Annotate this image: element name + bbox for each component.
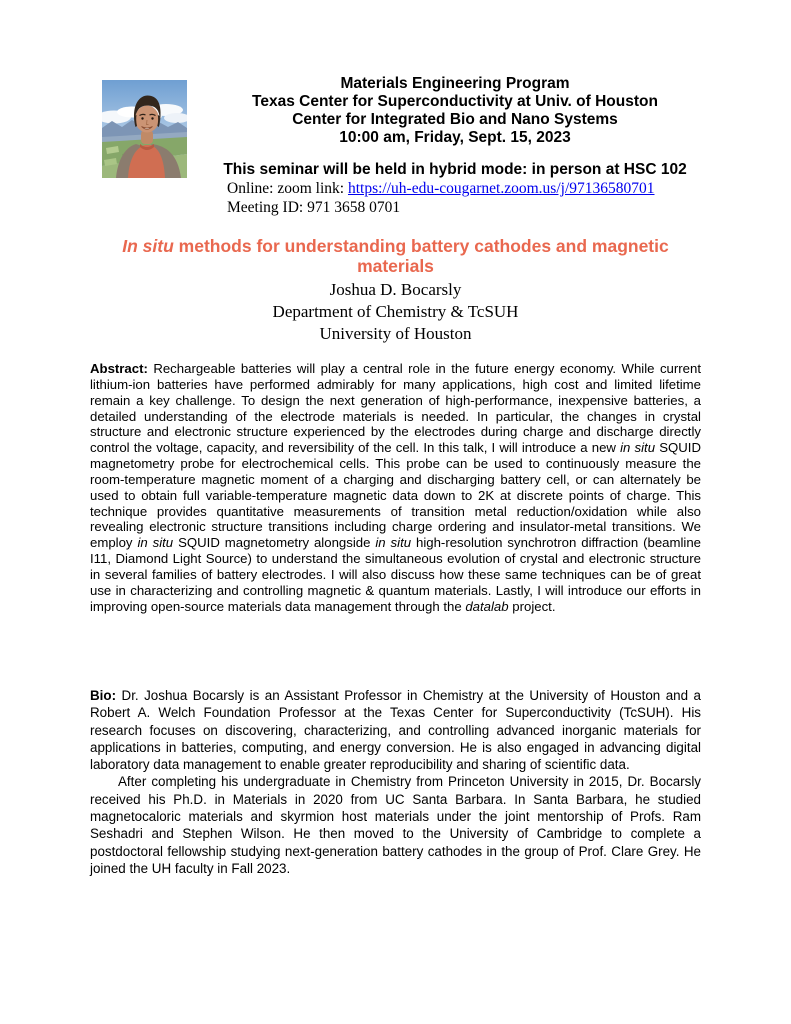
abstract-paragraph: Abstract: Rechargeable batteries will play a central role in the future energy economy. While current lithium-ion batteries have performed admirably for many applications, high cost and limited lifetime remain a key challenge. To design the next generation of high-performance, inexpensive batteries, a detailed understanding of the electrode materials is needed. In particular, the changes in crystal structure and electronic structure experienced by the electrodes during charge and discharge directly control the voltage, capacity, and reversibility of the cell. In this talk, I will introduce a new in situ SQUID magnetometry probe for electrochemical cells. This probe can be used to continuously measure the room-temperature magnetic moment of a charging and discharging battery cell, or can alternately be used to obtain full variable-temperature magnetic data down to 2K at discrete points of charge. This technique provides quantitative measurements of transition metal reduction/oxidation while also revealing electronic structure transitions including charge ordering and insulator-metal transitions. We employ in situ SQUID magnetometry alongside in situ high-resolution synchrotron diffraction (beamline I11, Diamond Light Source) to understand the simultaneous evolution of crystal and electronic structure in several families of battery electrodes. I will also discuss how these same techniques can be of great use in characterizing and controlling magnetic & quantum materials. Lastly, I will introduce our efforts in improving open-source materials data management through the datalab project. <box>90 361 702 614</box>
bio-paragraph-1: Bio: Dr. Joshua Bocarsly is an Assistant Professor in Chemistry at the University of Houston and a Robert A. Welch Foundation Professor at the Texas Center for Superconductivity (TcSUH). His research focuses on discovering, characterizing, and controlling advanced inorganic materials for applications in batteries, computing, and energy conversion. He is also engaged in advancing digital laboratory data management to enable greater reproducibility and sharing of scientific data. <box>90 688 701 773</box>
talk-title: In situ methods for understanding battery cathodes and magnetic materials <box>122 236 669 276</box>
zoom-link-line <box>227 179 697 198</box>
meeting-id-line: Meeting ID: 971 3658 0701 <box>227 199 401 216</box>
speaker-name: Joshua D. Bocarsly <box>329 280 462 299</box>
center-line-2: Center for Integrated Bio and Nano Systems <box>292 111 618 128</box>
bio-paragraph-2: After completing his undergraduate in Chemistry from Princeton University in 2015, Dr. Bocarsly received his Ph.D. in Materials in 2020 from UC Santa Barbara. In Santa Barbara, he studied magnetocaloric materials and skyrmion host materials under the joint mentorship of Profs. Ram Seshadri and Stephen Wilson. He then moved to the University of Cambridge to complete a postdoctoral fellowship studying next-generation battery cathodes in the group of Prof. Clare Grey. He joined the UH faculty in Fall 2023. <box>90 774 701 876</box>
speaker-department: Department of Chemistry & TcSUH <box>272 302 519 321</box>
speaker-photo-illustration <box>102 80 187 178</box>
bio-section <box>90 687 701 877</box>
seminar-datetime: 10:00 am, Friday, Sept. 15, 2023 <box>339 129 571 146</box>
center-line-1: Texas Center for Superconductivity at Univ. of Houston <box>252 93 658 110</box>
hybrid-mode-line: This seminar will be held in hybrid mode: in person at HSC 102 <box>223 161 687 178</box>
speaker-university: University of Houston <box>319 324 472 343</box>
talk-title-block <box>90 236 701 345</box>
speaker-photo <box>102 80 187 178</box>
zoom-link-prefix: Online: zoom link: <box>227 180 348 197</box>
program-name: Materials Engineering Program <box>340 75 570 92</box>
zoom-link[interactable]: https://uh-edu-cougarnet.zoom.us/j/97136580701 <box>347 180 655 197</box>
seminar-header <box>210 75 700 147</box>
